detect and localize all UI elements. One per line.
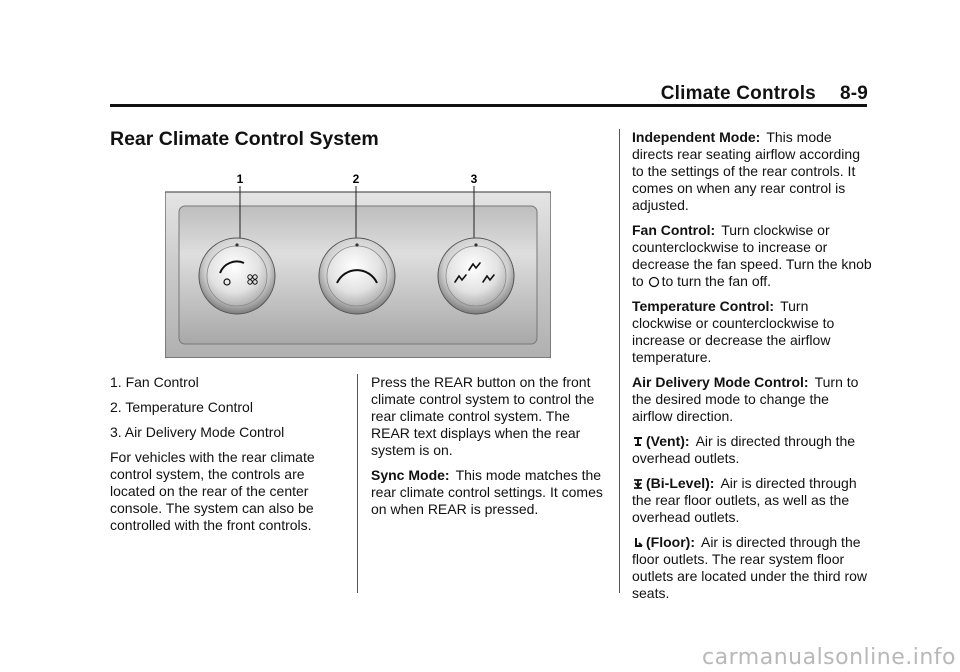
temperature-control-knob[interactable] xyxy=(319,238,395,314)
intro-paragraph: For vehicles with the rear climate control system, the controls are located on the rear of the center console. The system can also be controlled with the front controls. xyxy=(110,449,315,533)
callout-3: 3 xyxy=(470,172,478,186)
column-3 xyxy=(632,129,872,610)
page-header xyxy=(661,83,868,105)
watermark: carmanualsonline.info xyxy=(702,645,956,670)
page-number: 8-9 xyxy=(839,83,868,104)
floor-term: (Floor): xyxy=(646,534,695,550)
independent-mode-paragraph xyxy=(632,129,872,214)
rear-button-paragraph: Press the REAR button on the front climate control system to control the rear climate control system. The REAR text displays when the rear system is on. xyxy=(371,374,595,458)
fan-off-circle-icon xyxy=(648,275,660,289)
column-divider xyxy=(357,374,358,593)
temperature-control-term: Temperature Control: xyxy=(632,298,775,314)
air-delivery-paragraph xyxy=(632,374,872,425)
floor-icon xyxy=(632,536,644,550)
vent-mode-paragraph xyxy=(632,433,872,467)
header-rule xyxy=(110,104,867,107)
callout-2: 2 xyxy=(352,172,360,186)
sync-mode-text: This mode matches the rear climate control settings. It comes on when REAR is pressed. xyxy=(371,467,603,517)
floor-text: Air is directed through the floor outlets. The rear system floor outlets are located under the third row seats. xyxy=(632,534,868,601)
column-1 xyxy=(110,374,340,542)
chapter-title: Climate Controls xyxy=(660,83,816,104)
bilevel-term: (Bi-Level): xyxy=(646,475,715,491)
temperature-control-text: Turn clockwise or counterclockwise to increase or decrease the airflow temperature. xyxy=(632,298,835,365)
fan-control-text-end: to turn the fan off. xyxy=(661,273,772,289)
air-delivery-term: Air Delivery Mode Control: xyxy=(632,374,809,390)
list-item: 2. Temperature Control xyxy=(110,399,253,415)
bilevel-text: Air is directed through the rear floor outlets, as well as the overhead outlets. xyxy=(632,475,857,525)
callout-legend-list xyxy=(110,374,340,441)
temperature-control-paragraph xyxy=(632,298,872,366)
bilevel-mode-paragraph xyxy=(632,475,872,526)
bilevel-icon xyxy=(632,477,644,491)
list-item: 1. Fan Control xyxy=(110,374,199,390)
column-2 xyxy=(371,374,607,526)
list-item: 3. Air Delivery Mode Control xyxy=(110,424,285,440)
independent-mode-term: Independent Mode: xyxy=(632,129,761,145)
rear-climate-panel-figure xyxy=(165,172,551,358)
sync-mode-term: Sync Mode: xyxy=(371,467,450,483)
independent-mode-text: This mode directs rear seating airflow according to the settings of the rear controls. It comes on when any rear control is adjusted. xyxy=(632,129,860,213)
sync-mode-paragraph xyxy=(371,467,607,518)
air-delivery-text: Turn to the desired mode to change the airflow direction. xyxy=(632,374,859,424)
fan-control-term: Fan Control: xyxy=(632,222,716,238)
vent-term: (Vent): xyxy=(646,433,690,449)
floor-mode-paragraph xyxy=(632,534,872,602)
rear-climate-panel-illustration xyxy=(165,172,551,358)
air-delivery-mode-knob[interactable] xyxy=(438,238,514,314)
column-divider xyxy=(619,129,620,593)
fan-control-paragraph xyxy=(632,222,872,290)
vent-icon xyxy=(632,435,644,449)
vent-text: Air is directed through the overhead outlets. xyxy=(632,433,856,466)
callout-1: 1 xyxy=(236,172,244,186)
fan-control-knob[interactable] xyxy=(199,238,275,314)
fan-control-text: Turn clockwise or counterclockwise to increase or decrease the fan speed. Turn the knob to xyxy=(632,222,872,289)
section-title: Rear Climate Control System xyxy=(110,128,379,150)
